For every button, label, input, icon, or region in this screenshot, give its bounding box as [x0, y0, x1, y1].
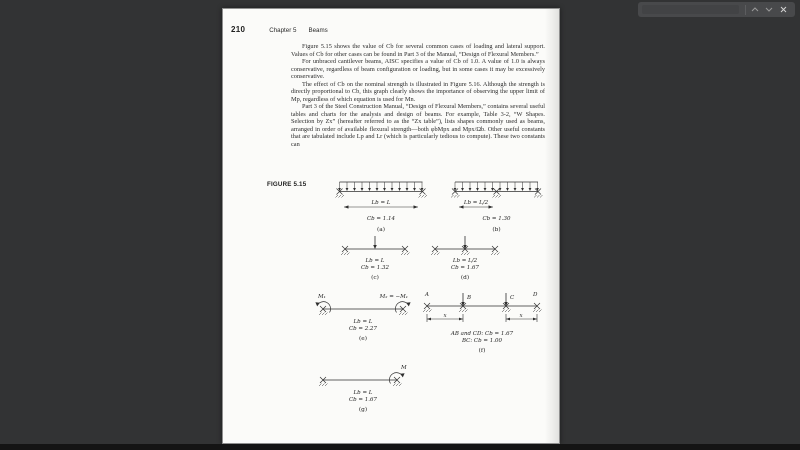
find-input[interactable]	[642, 5, 739, 14]
dim-x-left-label: x	[443, 313, 447, 319]
beam-diagram-e-graphic	[315, 292, 411, 319]
point-load-icon	[463, 236, 467, 249]
find-next-button[interactable]	[762, 3, 776, 16]
dim-x-right-label: x	[519, 313, 523, 319]
paragraph: Figure 5.15 shows the value of Cb for several common cases of loading and lateral support. Values of Cb for other cases can be found in Part 3 of the Manual, “Design of Flexural Members.”	[291, 43, 545, 58]
cb-midsegment-label: BC: Cb = 1.00	[461, 337, 503, 344]
cb-value-label: Cb = 1.67	[348, 396, 378, 403]
cb-value-label: Cb = 1.30	[482, 216, 511, 222]
figure-diagram-g	[315, 362, 411, 413]
point-load-icon	[373, 236, 377, 249]
figure-diagram-b	[449, 179, 544, 233]
body-text	[291, 43, 545, 148]
moment-arrow-icon	[315, 302, 410, 313]
point-d-label: D	[533, 292, 538, 298]
find-bar	[638, 2, 795, 17]
unbraced-length-label: Lb = L	[365, 258, 385, 264]
pdf-page	[222, 8, 560, 444]
lateral-support-icon	[423, 303, 542, 312]
right-moment-label: M₂ = −M₁	[379, 294, 408, 300]
beam-diagram-d-graphic	[429, 233, 501, 258]
running-head	[231, 25, 328, 34]
lateral-support-icon	[451, 189, 543, 198]
paragraph: Part 3 of the Steel Construction Manual, “Design of Flexural Members,” contains several useful tables and charts for the analysis and design of beams. For example, Table 3-2, “W Shapes. Selection by Zx” (hereafter referred to as the “Zx table”), lists shapes commonly used as beams, arranged in order of available flexural strength—both φbMpx and Mpx/Ωb. Other useful constants that are tabulated include Lp and Lr (which is particularly tedious to compute). These two constants can	[291, 103, 545, 148]
cb-value-label: Cb = 1.14	[366, 216, 396, 222]
cb-value-label: Cb = 2.27	[348, 325, 378, 332]
diagram-tag: (b)	[492, 226, 501, 233]
cb-value-label: Cb = 1.67	[450, 264, 480, 271]
unbraced-length-label: Lb = L	[371, 200, 391, 206]
chevron-down-icon	[765, 7, 773, 12]
point-c-label: C	[510, 295, 515, 301]
unbraced-length-label: Lb = L/2	[452, 258, 478, 264]
point-b-label: B	[467, 295, 472, 301]
diagram-tag: (e)	[359, 336, 367, 342]
beam-diagram-a-graphic	[331, 179, 431, 216]
diagram-tag: (c)	[371, 275, 379, 281]
page-number: 210	[231, 25, 246, 34]
section-label: Beams	[308, 27, 328, 34]
cb-value-label: Cb = 1.32	[360, 264, 390, 271]
figure-label: FIGURE 5.15	[267, 181, 307, 188]
find-close-button[interactable]	[777, 3, 791, 16]
chevron-up-icon	[751, 7, 759, 12]
diagram-tag: (f)	[478, 348, 486, 354]
lateral-support-icon	[319, 306, 408, 315]
window-bottom-edge	[0, 444, 800, 450]
beam-diagram-g-graphic	[315, 362, 411, 390]
lateral-support-icon	[319, 377, 402, 386]
figure-diagram-d	[429, 233, 501, 281]
diagram-tag: (d)	[460, 275, 470, 281]
beam-diagram-b-graphic	[449, 179, 544, 216]
distributed-load-icon	[454, 182, 539, 191]
unbraced-length-label: Lb = L	[353, 319, 373, 325]
paragraph: For unbraced cantilever beams, AISC specifies a value of Cb of 1.0. A value of 1.0 is always conservative, regardless of beam configuration or loading, but in some cases it may be excessively conservative.	[291, 58, 545, 80]
diagram-tag: (g)	[358, 407, 368, 413]
left-moment-label: M₁	[318, 294, 326, 300]
figure-diagram-a	[331, 179, 431, 233]
figure-diagram-f	[421, 288, 543, 354]
distributed-load-icon	[338, 182, 423, 191]
close-icon	[780, 6, 787, 13]
beam-diagram-c-graphic	[339, 233, 411, 258]
figure-diagram-e	[315, 292, 411, 342]
diagram-tag: (a)	[377, 226, 385, 233]
beam-diagram-f-graphic	[421, 288, 543, 331]
cb-segments-label: AB and CD: Cb = 1.67	[450, 331, 514, 337]
chapter-label: Chapter 5	[269, 27, 297, 34]
unbraced-length-label: Lb = L/2	[463, 200, 489, 206]
find-previous-button[interactable]	[748, 3, 762, 16]
find-bar-divider	[745, 5, 746, 15]
point-a-label: A	[425, 292, 429, 298]
figure-diagram-c	[339, 233, 411, 281]
lateral-support-icon	[336, 189, 428, 198]
moment-arrow-icon	[389, 373, 404, 384]
paragraph: The effect of Cb on the nominal strength is illustrated in Figure 5.16. Although the strength is directly proportional to Cb, this graph clearly shows the importance of observing the upper limit of Mp, regardless of which equation is used for Mn.	[291, 80, 545, 103]
unbraced-length-label: Lb = L	[353, 390, 373, 396]
moment-label: M	[401, 365, 407, 371]
